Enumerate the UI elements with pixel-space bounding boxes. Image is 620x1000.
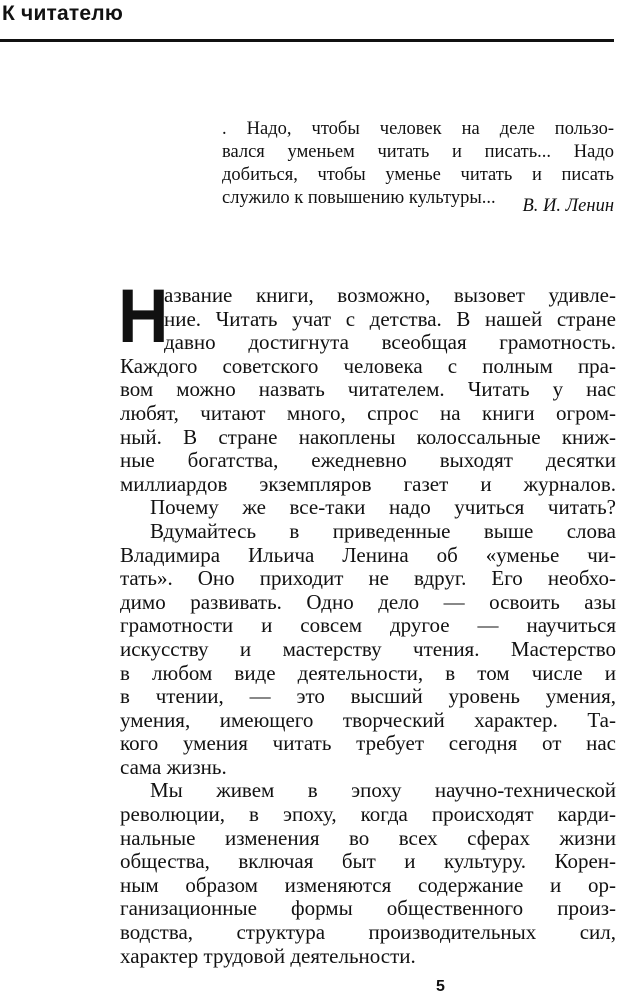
body-line: общества, включая быт и культуру. Корен- <box>120 849 616 874</box>
body-line: давно достигнута всеобщая грамотность. <box>164 330 616 355</box>
body-line: Владимира Ильича Ленина об «уменье чи- <box>120 542 616 567</box>
body-line: умения, имеющего творческий характер. Та- <box>120 707 616 732</box>
body-line: ным образом изменяются содержание и ор- <box>120 872 616 897</box>
body-line: в любом виде деятельности, в том числе и <box>120 660 616 685</box>
epigraph-author: В. И. Ленин <box>522 196 614 216</box>
body-line: димо развивать. Одно дело — освоить азы <box>120 589 616 614</box>
epigraph-line: . Надо, чтобы человек на деле пользо- <box>222 119 614 139</box>
body-line: миллиардов экземпляров газет и журналов. <box>120 471 616 496</box>
chapter-title: К читателю <box>2 2 123 25</box>
body-line: сама жизнь. <box>120 754 227 779</box>
body-line: нальные изменения во всех сферах жизни <box>120 825 616 850</box>
body-line: Мы живем в эпоху научно-технической <box>150 778 616 803</box>
epigraph-line: вался уменьем читать и писать... Надо <box>222 142 614 162</box>
epigraph-line: добиться, чтобы уменье читать и писать <box>222 165 614 185</box>
body-line: Каждого советского человека с полным пра- <box>120 353 616 378</box>
body-line: ганизационные формы общественного произ- <box>120 896 616 921</box>
body-text <box>120 283 616 968</box>
body-line: в чтении, — это высший уровень умения, <box>120 684 616 709</box>
body-line: грамотности и совсем другое — научиться <box>120 613 616 638</box>
body-line: революции, в эпоху, когда происходят карди- <box>120 802 616 827</box>
body-line: Вдумайтесь в приведенные выше слова <box>150 518 616 543</box>
body-line: ние. Читать учат с детства. В нашей стране <box>164 306 616 331</box>
body-line: искусству и мастерству чтения. Мастерство <box>120 636 616 661</box>
page-number: 5 <box>436 978 445 995</box>
epigraph-line: служило к повышению культуры... <box>222 188 496 208</box>
body-line: кого умения читать требует сегодня от нас <box>120 731 616 756</box>
body-line: вом можно назвать читателем. Читать у нас <box>120 377 616 402</box>
body-line: азвание книги, возможно, вызовет удивле- <box>164 283 616 307</box>
body-line: Почему же все-таки надо учиться читать? <box>150 495 616 520</box>
body-line: ный. В стране накоплены колоссальные книж- <box>120 424 616 449</box>
header-divider <box>0 39 614 42</box>
body-line: любят, читают много, спрос на книги огром- <box>120 400 616 425</box>
body-line: характер трудовой деятельности. <box>120 943 416 968</box>
drop-cap-letter: Н <box>118 274 169 359</box>
body-line: тать». Оно приходит не вдруг. Его необхо- <box>120 566 616 591</box>
body-line: ные богатства, ежедневно выходят десятки <box>120 448 616 473</box>
body-line: водства, структура производительных сил, <box>120 920 616 945</box>
